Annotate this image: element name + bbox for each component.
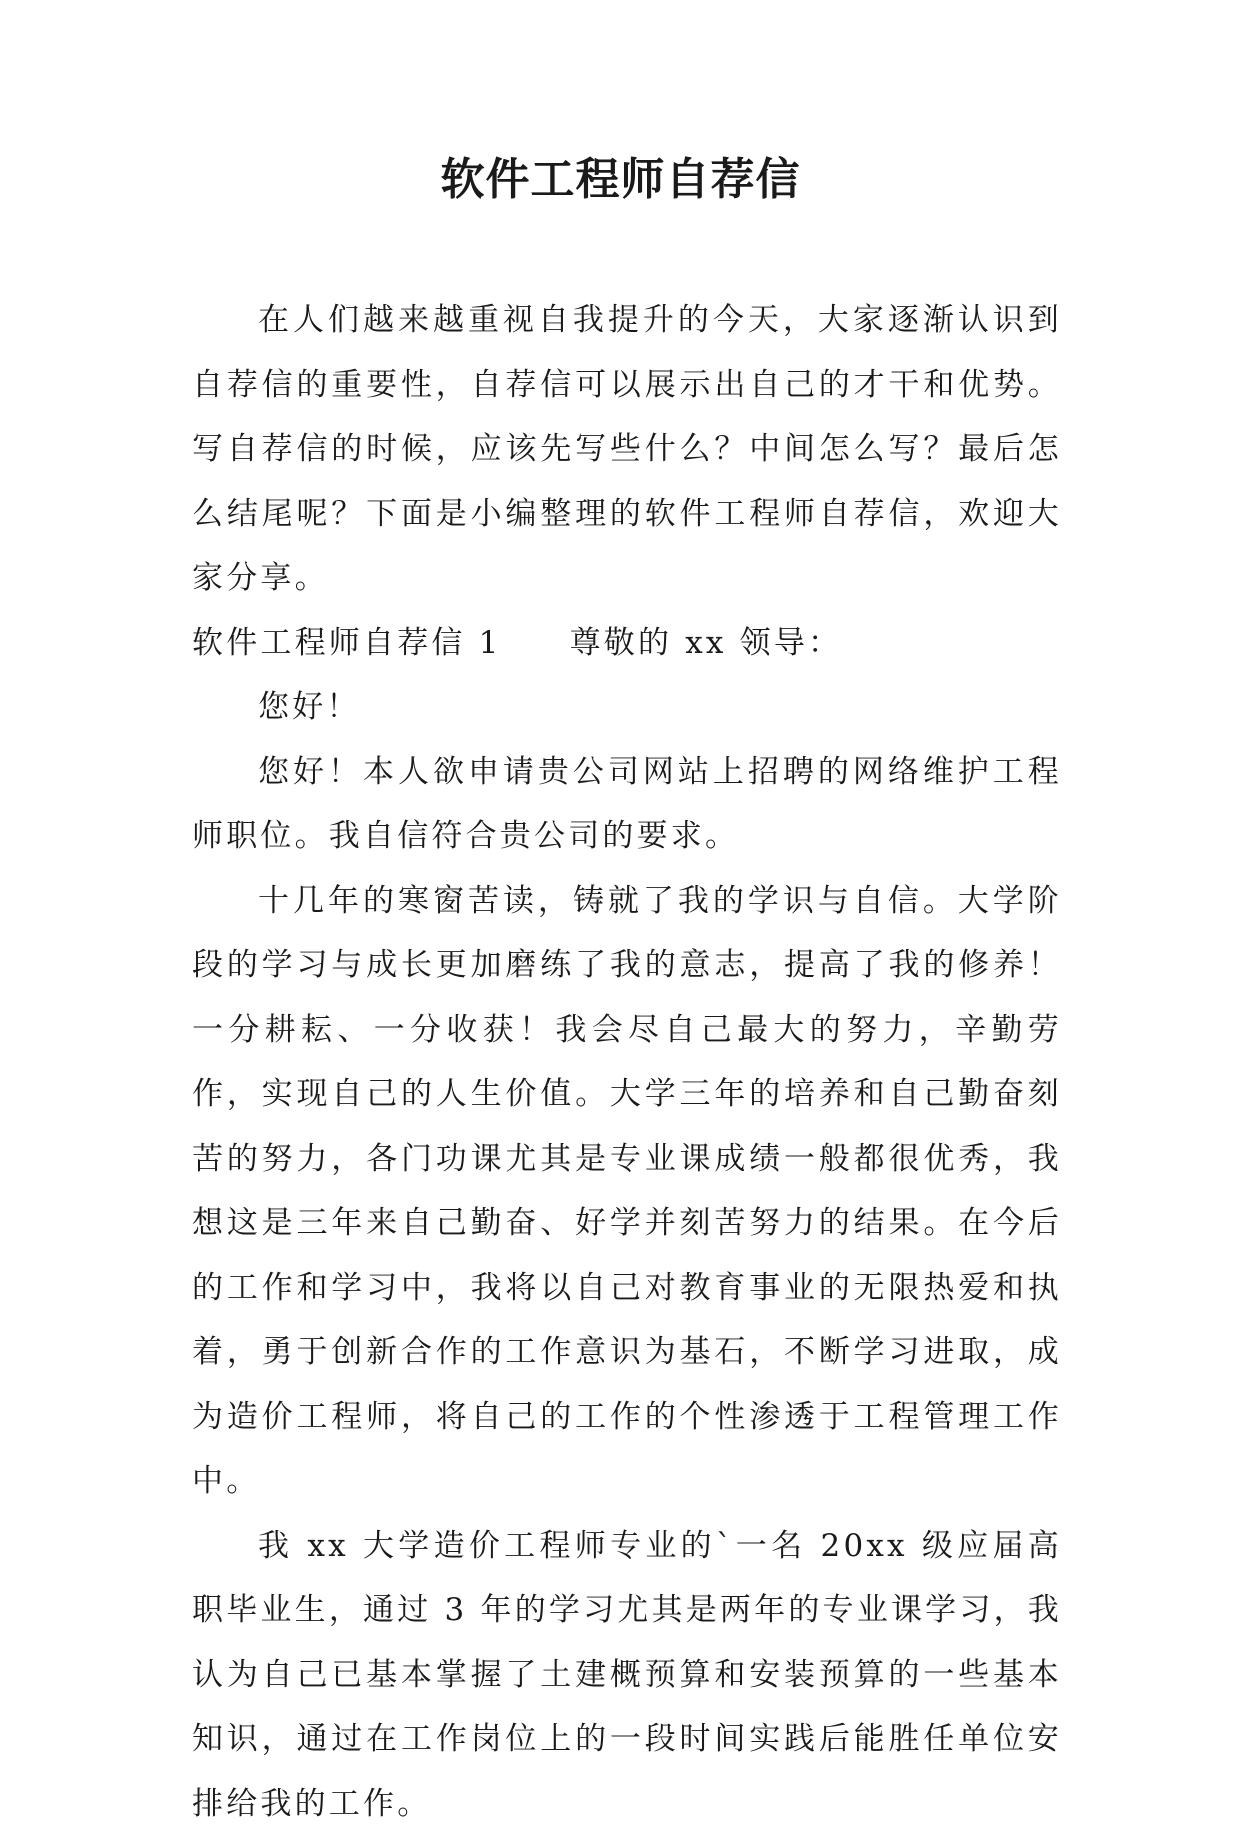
- section-heading: 软件工程师自荐信 1: [192, 625, 502, 661]
- body-paragraph-1: 您好！本人欲申请贵公司网站上招聘的网络维护工程师职位。我自信符合贵公司的要求。: [192, 740, 1062, 869]
- salutation: 尊敬的 xx 领导：: [570, 625, 843, 661]
- section-heading-line: [192, 611, 1062, 676]
- document-body: [192, 288, 1062, 1836]
- greeting: 您好！: [192, 675, 1062, 740]
- body-paragraph-2: 十几年的寒窗苦读，铸就了我的学识与自信。大学阶段的学习与成长更加磨练了我的意志，提高了我的修养！一分耕耘、一分收获！我会尽自己最大的努力，辛勤劳作，实现自己的人生价值。大学三年的培养和自己勤奋刻苦的努力，各门功课尤其是专业课成绩一般都很优秀，我想这是三年来自己勤奋、好学并刻苦努力的结果。在今后的工作和学习中，我将以自己对教育事业的无限热爱和执着，勇于创新合作的工作意识为基石，不断学习进取，成为造价工程师，将自己的工作的个性渗透于工程管理工作中。: [192, 869, 1062, 1514]
- document-title: 软件工程师自荐信: [0, 150, 1241, 210]
- intro-paragraph: 在人们越来越重视自我提升的今天，大家逐渐认识到自荐信的重要性，自荐信可以展示出自己的才干和优势。写自荐信的时候，应该先写些什么？中间怎么写？最后怎么结尾呢？下面是小编整理的软件工程师自荐信，欢迎大家分享。: [192, 288, 1062, 611]
- body-paragraph-3: 我 xx 大学造价工程师专业的`一名 20xx 级应届高职毕业生，通过 3 年的学习尤其是两年的专业课学习，我认为自己已基本掌握了土建概预算和安装预算的一些基本知识，通过在工作岗位上的一段时间实践后能胜任单位安排给我的工作。: [192, 1514, 1062, 1836]
